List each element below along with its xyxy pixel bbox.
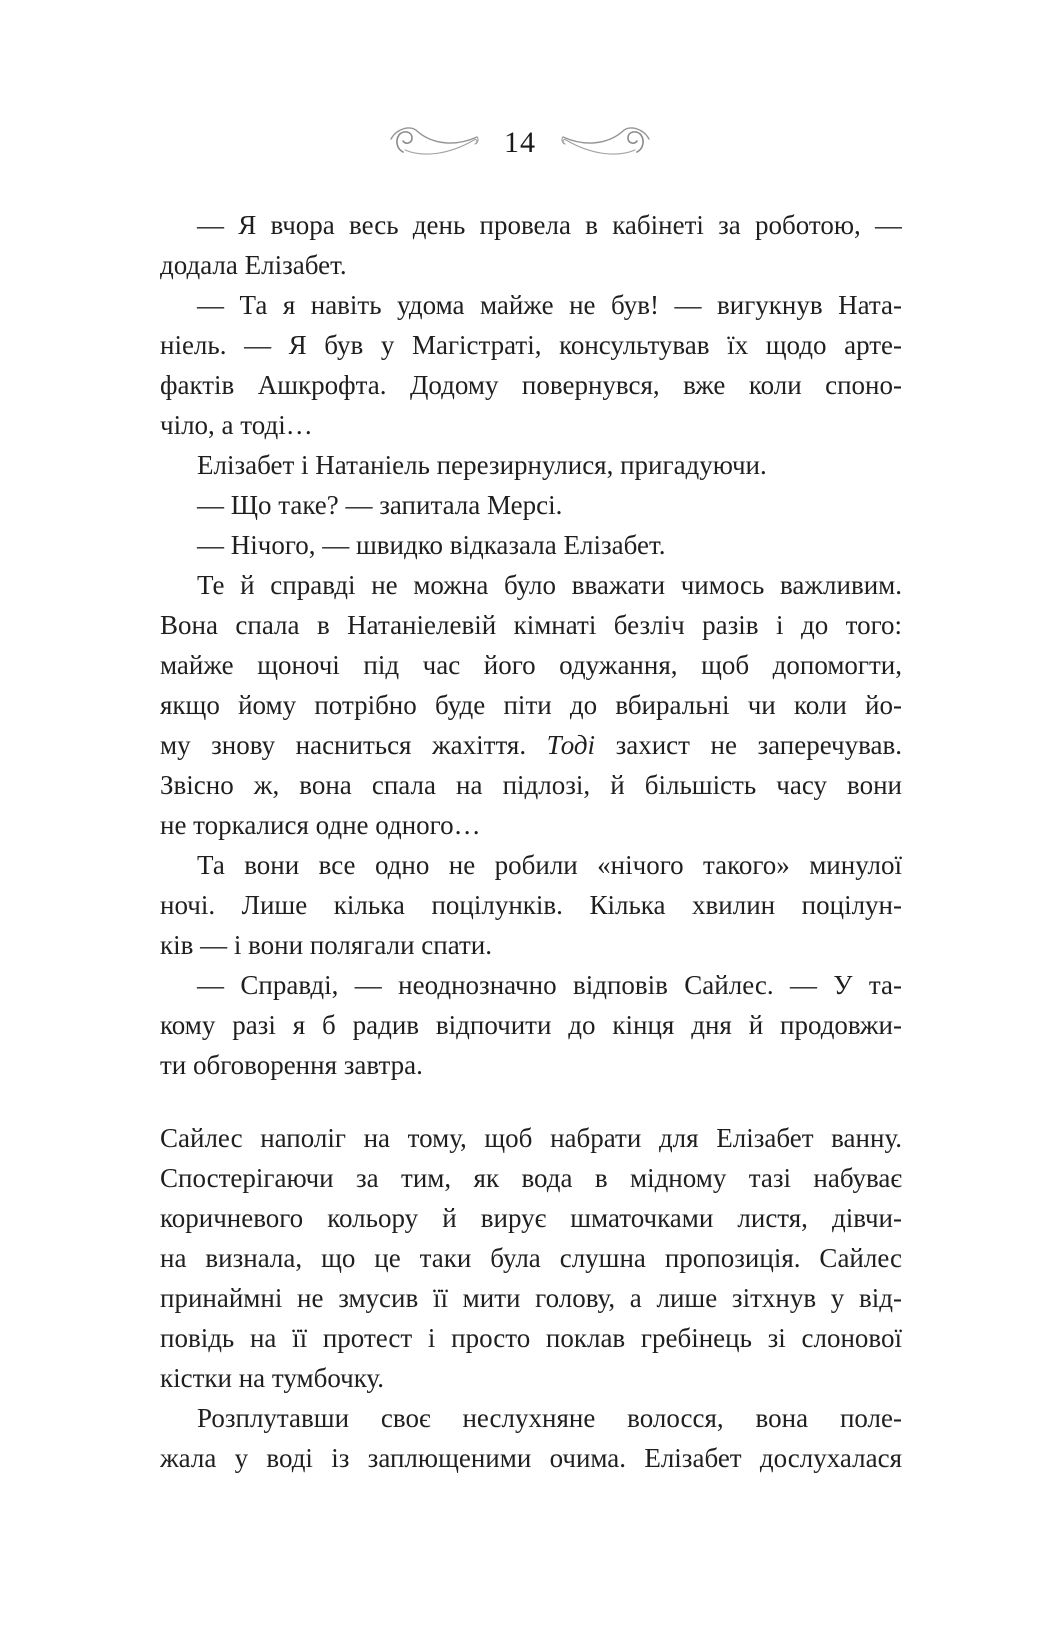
text-line: — Справді, — неоднозначно відповів Сайлес. — У та- — [197, 970, 902, 1000]
text-line: ночі. Лише кілька поцілунків. Кілька хвилин поцілун- — [160, 890, 902, 920]
text-line: повідь на її протест і просто поклав гребінець зі слонової — [160, 1323, 902, 1353]
text-line: — Що таке? — запитала Мерсі. — [197, 490, 563, 520]
paragraph — [160, 965, 902, 1085]
text-line: жала у воді із заплющеними очима. Елізабет дослухалася — [160, 1443, 902, 1473]
text-line: Елізабет і Натаніель перезирнулися, пригадуючи. — [197, 450, 767, 480]
text-line: не торкалися одне одного… — [160, 810, 481, 840]
text-line: кістки на тумбочку. — [160, 1363, 384, 1393]
paragraph — [160, 205, 902, 285]
text-line: — Я вчора весь день провела в кабінеті за роботою, — — [197, 210, 902, 240]
text-line: на визнала, що це таки була слушна пропозиція. Сайлес — [160, 1243, 902, 1273]
text-line: фактів Ашкрофта. Додому повернувся, вже коли споно- — [160, 370, 902, 400]
text-line: Та вони все одно не робили «нічого такого» минулої — [197, 850, 902, 880]
paragraph — [160, 285, 902, 445]
page-number: 14 — [504, 126, 536, 159]
paragraph — [160, 525, 902, 565]
text-line: чіло, а тоді… — [160, 410, 313, 440]
text-line: Вона спала в Натаніелевій кімнаті безліч разів і до того: — [160, 610, 902, 640]
text-line: кому разі я б радив відпочити до кінця дня й продовжи- — [160, 1010, 902, 1040]
text-line: якщо йому потрібно буде піти до вбиральні чи коли йо- — [160, 690, 902, 720]
text-line: ти обговорення завтра. — [160, 1050, 423, 1080]
text-line: додала Елізабет. — [160, 250, 347, 280]
text-line: Спостерігаючи за тим, як вода в мідному тазі набуває — [160, 1163, 902, 1193]
text-line: ків — і вони полягали спати. — [160, 930, 493, 960]
text-line: Розплутавши своє неслухняне волосся, вона поле- — [197, 1403, 902, 1433]
text-line: — Та я навіть удома майже не був! — вигукнув Ната- — [197, 290, 902, 320]
text-line: коричневого кольору й вирує шматочками листя, дівчи- — [160, 1203, 902, 1233]
paragraph — [160, 485, 902, 525]
paragraph — [160, 1398, 902, 1478]
flourish-left-icon — [388, 123, 480, 163]
paragraph — [160, 1118, 902, 1398]
text-line: Сайлес наполіг на тому, щоб набрати для Елізабет ванну. — [160, 1123, 902, 1153]
text-line: ніель. — Я був у Магістраті, консультував їх щодо арте- — [160, 330, 902, 360]
text-line: принаймні не змусив її мити голову, а лише зітхнув у від- — [160, 1283, 902, 1313]
text-line: му знову насниться жахіття. Тоді захист не заперечував. — [160, 730, 902, 760]
text-line: майже щоночі під час його одужання, щоб допомогти, — [160, 650, 902, 680]
text-line: Звісно ж, вона спала на підлозі, й більшість часу вони — [160, 770, 902, 800]
page-header — [0, 118, 1040, 168]
paragraph — [160, 445, 902, 485]
paragraph — [160, 565, 902, 845]
text-line: — Нічого, — швидко відказала Елізабет. — [197, 530, 666, 560]
text-line: Те й справді не можна було вважати чимось важливим. — [197, 570, 902, 600]
paragraph — [160, 845, 902, 965]
text-block — [160, 205, 902, 1478]
flourish-right-icon — [560, 123, 652, 163]
